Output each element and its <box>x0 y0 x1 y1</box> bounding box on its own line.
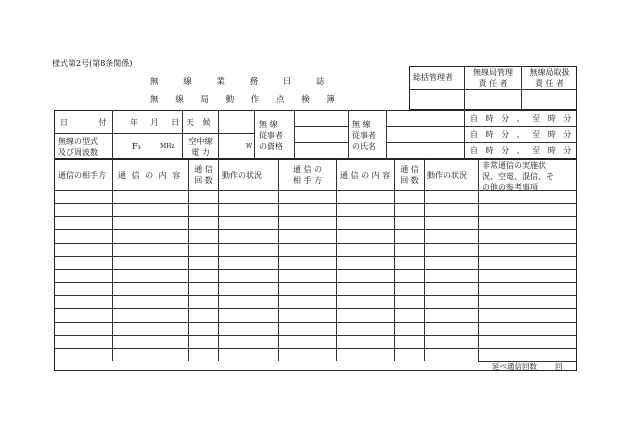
table-row-line <box>54 322 577 323</box>
header-count: 通 信 回 数 <box>194 165 213 185</box>
antenna-power-label: 空中線 電 力 <box>188 137 213 157</box>
title-work-log: 無 線 業 務 日 誌 <box>150 77 336 87</box>
time-row-3: 自 時 分 、 至 時 分 <box>470 146 572 155</box>
table-row-line <box>54 256 577 257</box>
date-label: 日 付 <box>60 118 121 127</box>
table-row-line <box>54 308 577 309</box>
header-partner: 通信の相手方 <box>58 171 106 180</box>
table-row-line <box>54 243 577 244</box>
header-content: 通 信 の 内 容 <box>118 171 181 180</box>
time-row-1: 自 時 分 、 至 時 分 <box>470 114 572 123</box>
watt-label: W <box>246 143 253 150</box>
header-partner-2: 通 信 の 相 手 方 <box>292 165 323 185</box>
operator-manager-label: 無線局取扱 責 任 者 <box>529 68 570 88</box>
header-content-2: 通 信 の 内 容 <box>340 171 391 180</box>
general-manager-label: 総括管理者 <box>413 73 453 82</box>
mhz-label: MHz <box>160 143 175 150</box>
form-label: 様式第2号(第8条関係) <box>52 59 133 68</box>
table-row-line <box>54 269 577 270</box>
date-fields: 年 月 日 <box>130 118 180 127</box>
radio-type-label: 無線の型式 及び周波数 <box>58 137 98 157</box>
header-status: 動作の状況 <box>222 171 262 180</box>
station-manager-label: 無線局管理 責 任 者 <box>473 68 513 88</box>
table-row-line <box>54 229 577 230</box>
f3-label: F₃ <box>132 142 141 151</box>
operator-name-label: 無 線 従事者 の氏名 <box>352 120 376 151</box>
header-status-2: 動作の状況 <box>427 171 467 180</box>
table-row-line <box>54 295 577 296</box>
table-row-line <box>54 203 577 204</box>
time-row-2: 自 時 分 、 至 時 分 <box>470 130 572 139</box>
table-row-line <box>54 335 577 336</box>
table-row-line <box>54 282 577 283</box>
table-row-line <box>54 348 577 349</box>
total-count-label: 延べ通信回数 回 <box>492 362 563 371</box>
weather-label: 天 候 <box>186 118 211 127</box>
operator-qualification-label: 無 線 従事者 の資格 <box>259 120 283 151</box>
header-count-2: 通 信 回 数 <box>400 165 419 185</box>
title-inspection-book: 無 線 局 動 作 点 検 簿 <box>150 95 342 105</box>
table-row-line <box>54 216 577 217</box>
header-notes: 非常通信の実施状 況、空電、混信、そ の他の参考事項 <box>482 161 554 192</box>
